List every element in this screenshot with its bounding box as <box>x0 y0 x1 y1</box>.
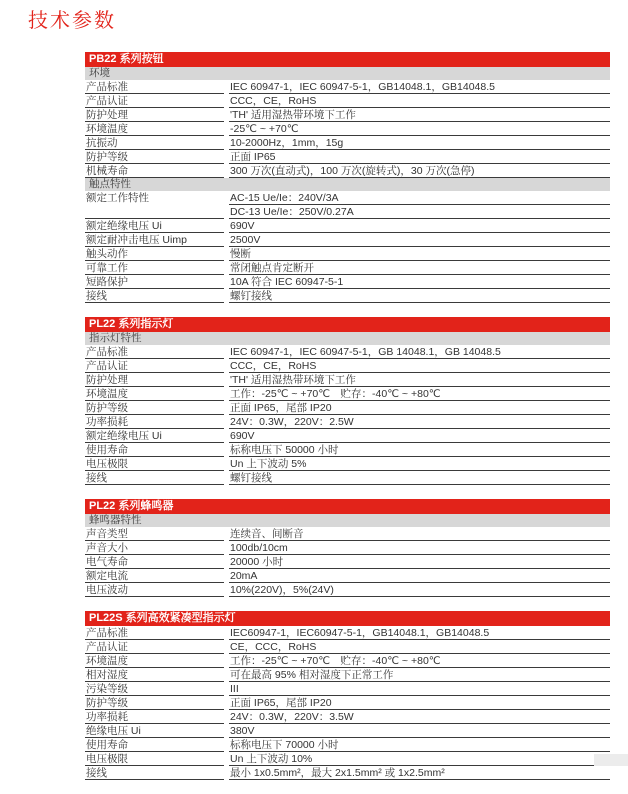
table-row <box>85 569 610 583</box>
table-row <box>85 122 610 136</box>
row-value: CCC，CE，RoHS <box>229 94 610 108</box>
row-label: 产品认证 <box>85 359 224 373</box>
row-value: CE，CCC，RoHS <box>229 640 610 654</box>
row-values <box>229 555 610 569</box>
row-value: 工作：-25℃ ~ +70℃ 贮存：-40℃ ~ +80℃ <box>229 387 610 401</box>
row-value: 'TH' 适用湿热带环境下工作 <box>229 108 610 122</box>
row-values <box>229 752 610 766</box>
row-values <box>229 136 610 150</box>
row-label: 额定耐冲击电压 Uimp <box>85 233 224 247</box>
row-values <box>229 94 610 108</box>
spec-section <box>85 52 610 303</box>
row-value: 10A 符合 IEC 60947-5-1 <box>229 275 610 289</box>
row-label: 接线 <box>85 289 224 303</box>
row-values <box>229 233 610 247</box>
row-label: 可靠工作 <box>85 261 224 275</box>
table-row <box>85 136 610 150</box>
row-values <box>229 724 610 738</box>
row-label: 产品标准 <box>85 626 224 640</box>
section-header: PL22 系列指示灯 <box>85 317 610 332</box>
row-value: Un 上下波动 5% <box>229 457 610 471</box>
table-row <box>85 555 610 569</box>
table-row <box>85 233 610 247</box>
table-row <box>85 387 610 401</box>
row-values <box>229 345 610 359</box>
row-values <box>229 766 610 780</box>
spec-section <box>85 499 610 597</box>
row-values <box>229 541 610 555</box>
row-values <box>229 191 610 219</box>
row-values <box>229 738 610 752</box>
page-corner-mark <box>594 754 628 766</box>
subsection-band: 指示灯特性 <box>85 332 610 345</box>
row-values <box>229 710 610 724</box>
row-label: 防护等级 <box>85 401 224 415</box>
table-row <box>85 373 610 387</box>
table-row <box>85 738 610 752</box>
row-values <box>229 682 610 696</box>
row-value: 20mA <box>229 569 610 583</box>
table-row <box>85 94 610 108</box>
table-row <box>85 401 610 415</box>
row-label: 额定绝缘电压 Ui <box>85 429 224 443</box>
row-label: 防护等级 <box>85 150 224 164</box>
row-label: 产品认证 <box>85 640 224 654</box>
row-label: 产品标准 <box>85 345 224 359</box>
subsection-band: 蜂鸣器特性 <box>85 514 610 527</box>
row-values <box>229 289 610 303</box>
row-values <box>229 122 610 136</box>
row-value: 24V：0.3W，220V：3.5W <box>229 710 610 724</box>
table-row <box>85 541 610 555</box>
row-values <box>229 429 610 443</box>
table-row <box>85 682 610 696</box>
table-row <box>85 345 610 359</box>
table-row <box>85 626 610 640</box>
section-header: PB22 系列按钮 <box>85 52 610 67</box>
row-value: III <box>229 682 610 696</box>
table-row <box>85 457 610 471</box>
row-label: 环境温度 <box>85 654 224 668</box>
row-value: IEC60947-1，IEC60947-5-1，GB14048.1，GB14048.5 <box>229 626 610 640</box>
table-row <box>85 415 610 429</box>
row-label: 环境温度 <box>85 387 224 401</box>
row-label: 绝缘电压 Ui <box>85 724 224 738</box>
table-row <box>85 429 610 443</box>
table-row <box>85 640 610 654</box>
row-values <box>229 696 610 710</box>
subsection-band: 触点特性 <box>85 178 610 191</box>
table-row <box>85 752 610 766</box>
row-label: 声音类型 <box>85 527 224 541</box>
table-row <box>85 108 610 122</box>
row-value: 690V <box>229 219 610 233</box>
row-value: 螺钉接线 <box>229 471 610 485</box>
row-value: 正面 IP65，尾部 IP20 <box>229 696 610 710</box>
row-value: 标称电压下 50000 小时 <box>229 443 610 457</box>
row-value: IEC 60947-1，IEC 60947-5-1，GB14048.1，GB14048.5 <box>229 80 610 94</box>
row-value: 正面 IP65 <box>229 150 610 164</box>
row-label: 功率损耗 <box>85 415 224 429</box>
row-values <box>229 275 610 289</box>
spec-section <box>85 611 610 780</box>
row-values <box>229 471 610 485</box>
row-label: 产品标准 <box>85 80 224 94</box>
row-label: 接线 <box>85 471 224 485</box>
row-value: 工作：-25℃ ~ +70℃ 贮存：-40℃ ~ +80℃ <box>229 654 610 668</box>
row-value: 'TH' 适用湿热带环境下工作 <box>229 373 610 387</box>
row-value: 慢断 <box>229 247 610 261</box>
row-label: 使用寿命 <box>85 738 224 752</box>
row-values <box>229 443 610 457</box>
row-value: 690V <box>229 429 610 443</box>
row-values <box>229 415 610 429</box>
row-label: 防护处理 <box>85 373 224 387</box>
row-value: 24V：0.3W，220V：2.5W <box>229 415 610 429</box>
section-header: PL22 系列蜂鸣器 <box>85 499 610 514</box>
row-value: 连续音、间断音 <box>229 527 610 541</box>
row-value: 正面 IP65，尾部 IP20 <box>229 401 610 415</box>
row-value: Un 上下波动 10% <box>229 752 610 766</box>
table-row <box>85 247 610 261</box>
row-values <box>229 583 610 597</box>
table-row <box>85 219 610 233</box>
row-label: 使用寿命 <box>85 443 224 457</box>
row-label: 触头动作 <box>85 247 224 261</box>
row-label: 相对湿度 <box>85 668 224 682</box>
row-label: 机械寿命 <box>85 164 224 178</box>
table-row <box>85 261 610 275</box>
table-row <box>85 191 610 219</box>
row-value: 20000 小时 <box>229 555 610 569</box>
section-header: PL22S 系列高效紧凑型指示灯 <box>85 611 610 626</box>
row-value: DC-13 Ue/Ie：250V/0.27A <box>229 205 610 219</box>
row-label: 电压极限 <box>85 457 224 471</box>
table-row <box>85 275 610 289</box>
row-label: 声音大小 <box>85 541 224 555</box>
row-values <box>229 457 610 471</box>
spec-section <box>85 317 610 485</box>
row-value: -25℃ ~ +70℃ <box>229 122 610 136</box>
row-value: 标称电压下 70000 小时 <box>229 738 610 752</box>
row-values <box>229 527 610 541</box>
row-values <box>229 654 610 668</box>
row-value: AC-15 Ue/Ie：240V/3A <box>229 191 610 205</box>
table-row <box>85 583 610 597</box>
table-row <box>85 359 610 373</box>
table-row <box>85 766 610 780</box>
row-values <box>229 150 610 164</box>
row-label: 额定电流 <box>85 569 224 583</box>
row-value: 300 万次(直动式)，100 万次(旋转式)，30 万次(急停) <box>229 164 610 178</box>
row-values <box>229 626 610 640</box>
row-label: 额定绝缘电压 Ui <box>85 219 224 233</box>
page-title: 技术参数 <box>28 10 116 32</box>
row-values <box>229 219 610 233</box>
table-row <box>85 710 610 724</box>
table-row <box>85 80 610 94</box>
row-values <box>229 261 610 275</box>
row-label: 污染等级 <box>85 682 224 696</box>
table-row <box>85 527 610 541</box>
row-values <box>229 569 610 583</box>
row-value: 10%(220V)，5%(24V) <box>229 583 610 597</box>
table-row <box>85 150 610 164</box>
row-label: 电压极限 <box>85 752 224 766</box>
table-row <box>85 696 610 710</box>
row-label: 电压波动 <box>85 583 224 597</box>
row-value: 2500V <box>229 233 610 247</box>
row-value: 380V <box>229 724 610 738</box>
table-row <box>85 668 610 682</box>
table-row <box>85 443 610 457</box>
row-label: 环境温度 <box>85 122 224 136</box>
table-row <box>85 164 610 178</box>
row-label: 防护等级 <box>85 696 224 710</box>
row-value: 常闭触点肯定断开 <box>229 261 610 275</box>
row-values <box>229 401 610 415</box>
row-label: 短路保护 <box>85 275 224 289</box>
spec-table <box>85 52 610 794</box>
row-value: CCC，CE，RoHS <box>229 359 610 373</box>
row-value: 最小 1x0.5mm²，最大 2x1.5mm² 或 1x2.5mm² <box>229 766 610 780</box>
row-values <box>229 668 610 682</box>
row-value: 100db/10cm <box>229 541 610 555</box>
table-row <box>85 471 610 485</box>
row-values <box>229 359 610 373</box>
row-value: 螺钉接线 <box>229 289 610 303</box>
row-label: 产品认证 <box>85 94 224 108</box>
row-label: 额定工作特性 <box>85 191 224 219</box>
row-label: 抗振动 <box>85 136 224 150</box>
row-label: 功率损耗 <box>85 710 224 724</box>
row-values <box>229 387 610 401</box>
row-values <box>229 640 610 654</box>
table-row <box>85 289 610 303</box>
row-values <box>229 247 610 261</box>
table-row <box>85 654 610 668</box>
row-values <box>229 164 610 178</box>
row-value: 10-2000Hz，1mm，15g <box>229 136 610 150</box>
row-label: 接线 <box>85 766 224 780</box>
table-row <box>85 724 610 738</box>
row-value: 可在最高 95% 相对湿度下正常工作 <box>229 668 610 682</box>
row-values <box>229 80 610 94</box>
row-value: IEC 60947-1，IEC 60947-5-1，GB 14048.1，GB 14048.5 <box>229 345 610 359</box>
row-label: 防护处理 <box>85 108 224 122</box>
subsection-band: 环境 <box>85 67 610 80</box>
row-label: 电气寿命 <box>85 555 224 569</box>
row-values <box>229 373 610 387</box>
row-values <box>229 108 610 122</box>
